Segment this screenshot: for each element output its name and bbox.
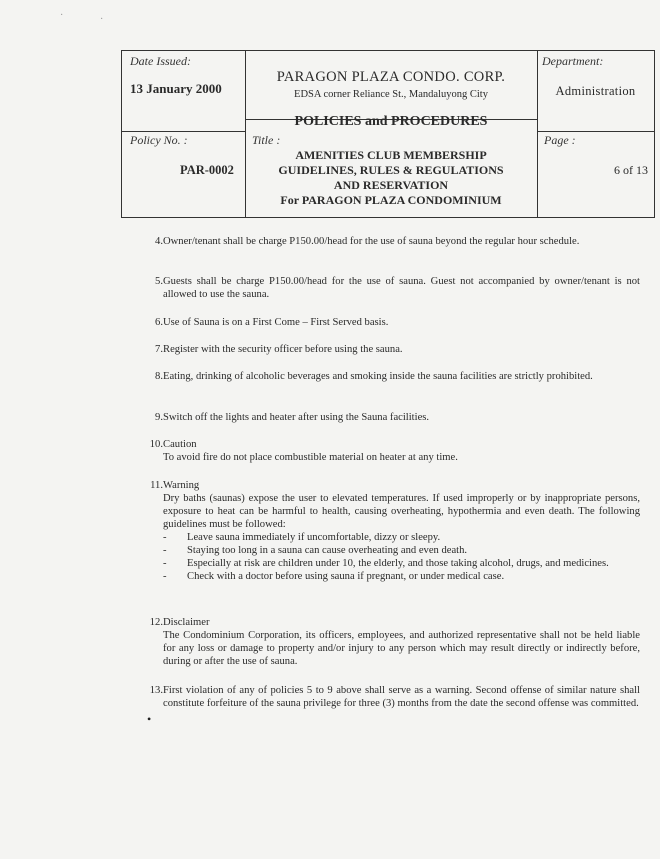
divider (122, 131, 245, 132)
divider (537, 131, 654, 132)
bullet-item: - Check with a doctor before using sauna if pregnant, or under medical case. (163, 571, 505, 582)
item-text: To avoid fire do not place combustible material on heater at any time. (163, 452, 458, 463)
policy-title-line: For PARAGON PLAZA CONDOMINIUM (280, 193, 502, 207)
item-text: Eating, drinking of alcoholic beverages and smoking inside the sauna facilities are strictly prohibited. (163, 371, 593, 382)
item-text: The Condominium Corporation, its officers, employees, and authorized representative shall not be held liable for any loss or damage to property and/or injury to any person which may result directly or indirectly before, during or after the use of sauna. (163, 630, 640, 667)
divider (537, 51, 538, 217)
section-title: POLICIES and PROCEDURES (294, 114, 488, 129)
bullet-item: - Especially at risk are children under 10, the elderly, and those taking alcohol, drugs, and medicines. (163, 558, 609, 569)
item-number: 7. (155, 344, 163, 355)
bullet-list (163, 531, 640, 583)
page-label: Page : (544, 133, 576, 147)
item-number: 10. (149, 439, 163, 450)
department-value: Administration (555, 84, 636, 98)
item-heading: Disclaimer (163, 617, 210, 628)
list-item (143, 411, 640, 424)
list-item (143, 479, 640, 583)
list-item (143, 370, 640, 383)
item-number: 12. (149, 617, 163, 628)
list-item (143, 616, 640, 668)
item-text: Owner/tenant shall be charge P150.00/head for the use of sauna beyond the regular hour schedule. (163, 236, 580, 247)
item-number: 13. (149, 685, 163, 696)
item-number: 5. (155, 276, 163, 287)
date-issued-value: 13 January 2000 (130, 81, 222, 96)
page-number: 6 of 13 (614, 163, 648, 177)
list-item (143, 275, 640, 301)
scan-speck: • (147, 712, 152, 726)
item-number: 6. (155, 317, 163, 328)
company-name: PARAGON PLAZA CONDO. CORP. (276, 69, 506, 85)
item-text: Guests shall be charge P150.00/head for the use of sauna. Guest not accompanied by owner/tenant is not allowed to use the sauna. (163, 276, 640, 300)
item-heading: Warning (163, 480, 200, 491)
item-number: 4. (155, 236, 163, 247)
item-text: Switch off the lights and heater after using the Sauna facilities. (163, 412, 430, 423)
item-text: First violation of any of policies 5 to 9 above shall serve as a warning. Second offense of similar nature shall constitute forfeiture of the sauna privilege for three (3) months from the date the second offense was committed. (163, 685, 640, 709)
scan-speck: · (100, 14, 104, 25)
policy-title-line: AMENITIES CLUB MEMBERSHIP (295, 148, 487, 162)
item-text: Register with the security officer before using the sauna. (163, 344, 403, 355)
list-item (143, 235, 640, 248)
item-number: 8. (155, 371, 163, 382)
bullet-item: - Leave sauna immediately if uncomfortable, dizzy or sleepy. (163, 532, 441, 543)
item-text: Use of Sauna is on a First Come – First Served basis. (163, 317, 389, 328)
title-label: Title : (252, 133, 281, 147)
list-item (143, 438, 640, 464)
policy-title-line: AND RESERVATION (333, 178, 449, 192)
scan-speck: · (60, 10, 64, 21)
list-item (143, 684, 640, 710)
department-label: Department: (542, 54, 604, 68)
date-issued-label: Date Issued: (130, 54, 191, 68)
item-text: Dry baths (saunas) expose the user to elevated temperatures. If used improperly or by inappropriate persons, exposure to heat can be harmful to health, causing overheating, hypothermia and even death. The following guidelines must be followed: (163, 493, 640, 530)
policy-number-value: PAR-0002 (180, 163, 234, 177)
list-item (143, 316, 640, 329)
item-heading: Caution (163, 439, 197, 450)
document-header (121, 50, 655, 218)
policy-title-line: GUIDELINES, RULES & REGULATIONS (278, 163, 504, 177)
company-address: EDSA corner Reliance St., Mandaluyong City (294, 89, 488, 100)
policy-number-label: Policy No. : (130, 133, 188, 147)
policy-title (245, 148, 537, 208)
item-number: 11. (150, 480, 163, 491)
bullet-item: - Staying too long in a sauna can cause overheating and even death. (163, 545, 468, 556)
item-number: 9. (155, 412, 163, 423)
list-item (143, 343, 640, 356)
